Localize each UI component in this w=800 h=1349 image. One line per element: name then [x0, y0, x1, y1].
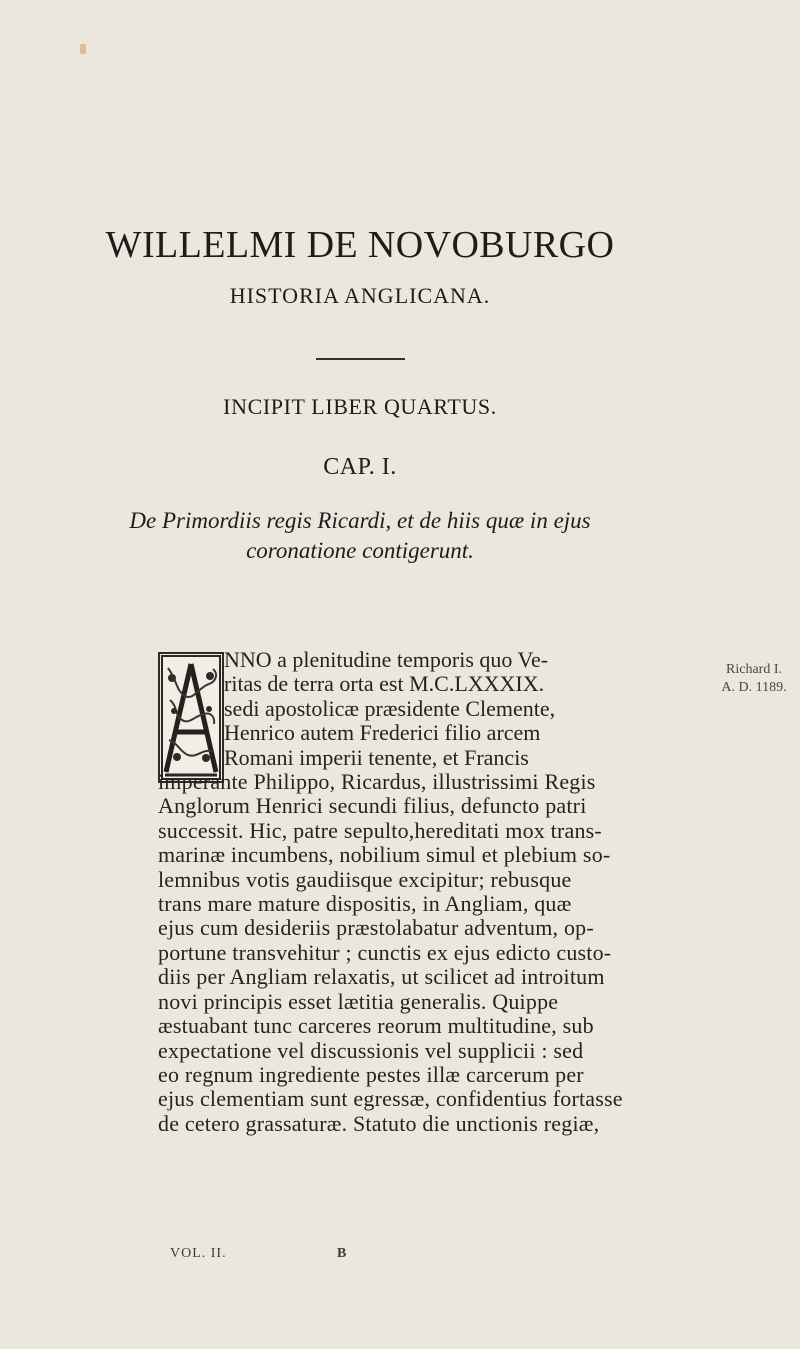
- chapter-title-line-2: coronatione contigerunt.: [246, 538, 474, 563]
- paper-stain: [80, 44, 86, 54]
- body-line-13: portune transvehitur ; cunctis ex ejus edicto custo-: [158, 939, 612, 965]
- body-line-12: ejus cum desideriis præstolabatur adventum, op-: [158, 915, 594, 941]
- body-line-4: Henrico autem Frederici filio arcem: [224, 720, 541, 746]
- body-line-16: æstuabant tunc carceres reorum multitudine, sub: [158, 1013, 594, 1039]
- body-line-14: diis per Angliam relaxatis, ut scilicet ad introitum: [158, 964, 605, 990]
- page-subtitle: HISTORIA ANGLICANA.: [229, 283, 491, 308]
- chapter-title: [0, 506, 720, 566]
- body-line-5: Romani imperii tenente, et Francis: [224, 744, 529, 770]
- body-line-18: eo regnum ingrediente pestes illæ carcerum per: [158, 1061, 584, 1087]
- body-line-6: imperante Philippo, Ricardus, illustrissimi Regis: [158, 769, 596, 795]
- chapter-heading: CAP. I.: [323, 454, 397, 480]
- page-header: [0, 226, 720, 566]
- body-line-10: lemnibus votis gaudiisque excipitur; rebusque: [158, 866, 572, 892]
- margin-note-line-2: A. D. 1189.: [721, 680, 787, 695]
- volume-label: VOL. II.: [170, 1246, 227, 1261]
- body-line-2: ritas de terra orta est M.C.LXXXIX.: [224, 671, 545, 697]
- signature-mark: B: [337, 1246, 347, 1261]
- body-line-20: de cetero grassaturæ. Statuto die unctionis regiæ,: [158, 1110, 600, 1136]
- page-title: WILLELMI DE NOVOBURGO: [105, 224, 615, 266]
- chapter-title-line-1: De Primordiis regis Ricardi, et de hiis quæ in ejus: [129, 508, 591, 533]
- body-line-7: Anglorum Henrici secundi filius, defuncto patri: [158, 793, 587, 819]
- body-line-19: ejus clementiam sunt egressæ, confidentius fortasse: [158, 1086, 623, 1112]
- book-heading: INCIPIT LIBER QUARTUS.: [223, 394, 497, 419]
- body-line-8: successit. Hic, patre sepulto,hereditati mox trans-: [158, 817, 602, 843]
- body-line-15: novi principis esset lætitia generalis. Quippe: [158, 988, 559, 1014]
- body-line-11: trans mare mature dispositis, in Angliam, quæ: [158, 891, 572, 917]
- margin-note-line-1: Richard I.: [726, 662, 782, 677]
- margin-note: [714, 661, 794, 697]
- body-line-1: NNO a plenitudine temporis quo Ve-: [224, 647, 549, 672]
- divider-rule: [316, 358, 405, 360]
- body-line-3: sedi apostolicæ præsidente Clemente,: [224, 695, 556, 721]
- body-line-9: marinæ incumbens, nobilium simul et plebium so-: [158, 842, 611, 868]
- page-footer: [170, 1246, 590, 1262]
- body-text: [158, 648, 708, 1136]
- body-line-17: expectatione vel discussionis vel supplicii : sed: [158, 1037, 584, 1063]
